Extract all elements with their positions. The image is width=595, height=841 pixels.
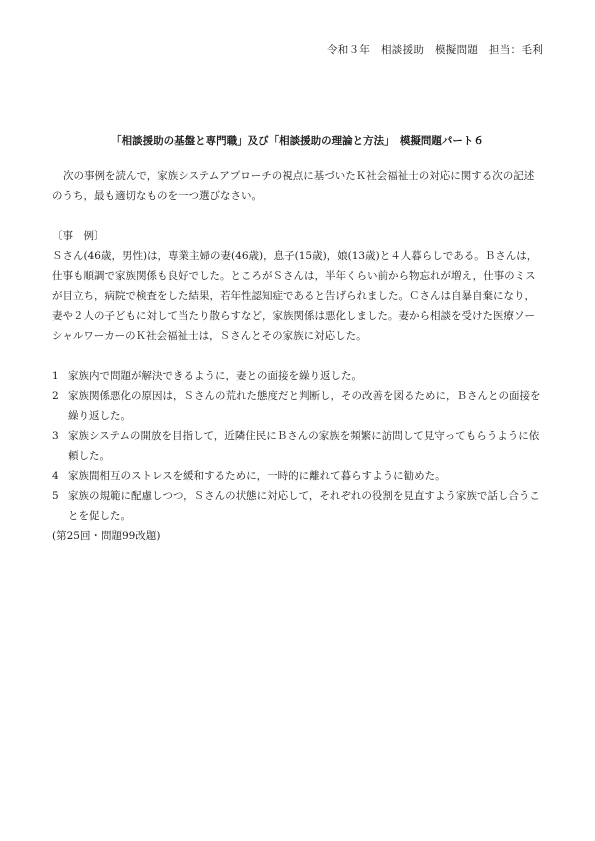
choice-text: 家族内で問題が解決できるように，妻との面接を繰り返した。 [68, 370, 362, 382]
choice-number: 2 [52, 390, 59, 402]
choice-text: 家族関係悪化の原因は，Ｓさんの荒れた態度だと判断し，その改善を図るために，Ｂさんとの面接を繰り返した。 [68, 390, 541, 422]
choice-item [52, 386, 543, 426]
choice-item [52, 486, 543, 526]
choice-number: 4 [52, 470, 59, 482]
question-body [52, 166, 543, 546]
question-source: (第25回・問題99改題) [52, 530, 161, 542]
choice-number: 5 [52, 490, 59, 502]
document-title: 「相談援助の基盤と専門職」及び「相談援助の理論と方法」 模擬問題パート６ [111, 135, 484, 147]
spacer [52, 206, 543, 226]
choice-text: 家族間相互のストレスを緩和するために，一時的に離れて暮らすように勧めた。 [68, 470, 446, 482]
question-instruction: 次の事例を読んで，家族システムアプローチの視点に基づいたＫ社会福祉士の対応に関する次の記述のうち，最も適切なものを一つ選びなさい。 [52, 170, 535, 202]
choice-number: 1 [52, 370, 59, 382]
choice-item [52, 366, 543, 386]
answer-choices [52, 366, 543, 526]
page-header: 令和３年 相談援助 模擬問題 担当：毛利 [327, 44, 543, 56]
choice-text: 家族システムの開放を目指して，近隣住民にＢさんの家族を頻繁に訪問して見守ってもらうように依頼した。 [68, 430, 540, 462]
choice-text: 家族の規範に配慮しつつ，Ｓさんの状態に対応して，それぞれの役割を見直すよう家族で話し合うことを促した。 [68, 490, 540, 522]
case-text: Ｓさん(46歳，男性)は，専業主婦の妻(46歳)，息子(15歳)，娘(13歳)と４人暮らしである。Ｂさんは，仕事も順調で家族関係も良好でした。ところがＳさんは，半年くらい前から物忘れが増え，仕事のミスが目立ち，病院で検査をした結果，若年性認知症であると告げられました。Ｃさんは自暴自棄になり，妻や２人の子どもに対して当たり散らすなど，家族関係は悪化しました。妻から相談を受けた医療ソーシャルワーカーのＫ社会福祉士は，Ｓさんとその家族に対応した。 [52, 250, 538, 342]
case-heading: 〔事 例〕 [52, 230, 105, 242]
choice-number: 3 [52, 430, 59, 442]
choice-item [52, 426, 543, 466]
choice-item [52, 466, 543, 486]
spacer [52, 346, 543, 366]
